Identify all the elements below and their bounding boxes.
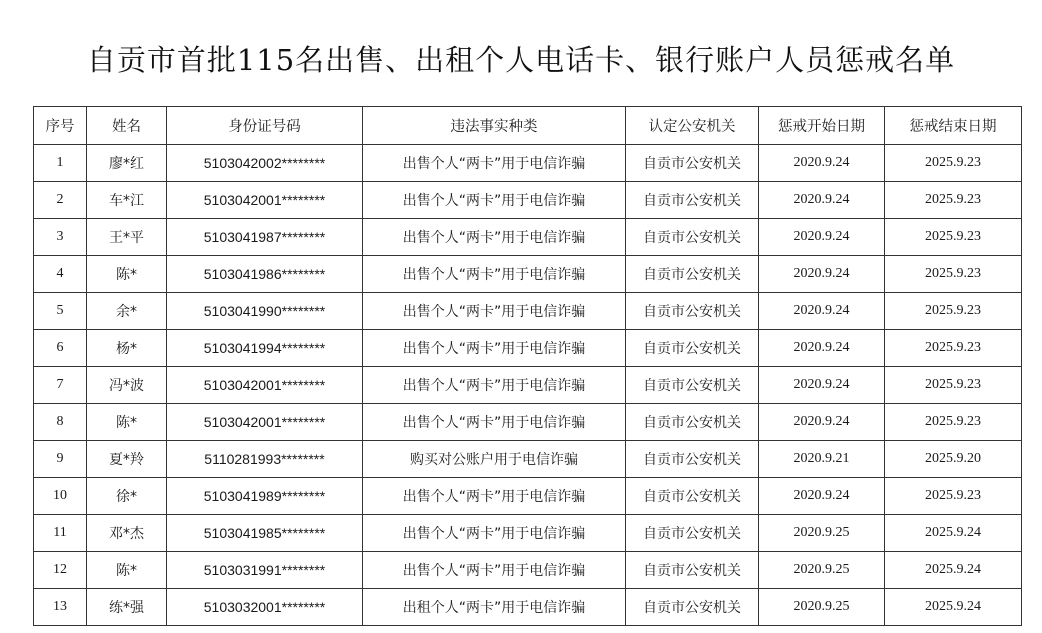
row-violation-type: 出售个人“两卡”用于电信诈骗 (363, 404, 626, 441)
row-end-date: 2025.9.23 (885, 478, 1022, 515)
row-agency: 自贡市公安机关 (626, 552, 759, 589)
row-id-number: 5103041986******** (167, 256, 363, 293)
row-agency: 自贡市公安机关 (626, 478, 759, 515)
row-id-number: 5103041987******** (167, 219, 363, 256)
row-end-date: 2025.9.23 (885, 145, 1022, 182)
row-id-number: 5103041989******** (167, 478, 363, 515)
row-seq: 8 (34, 404, 87, 441)
table-row (34, 404, 1022, 441)
row-start-date: 2020.9.25 (759, 552, 885, 589)
row-agency: 自贡市公安机关 (626, 330, 759, 367)
row-end-date: 2025.9.23 (885, 293, 1022, 330)
row-agency: 自贡市公安机关 (626, 219, 759, 256)
row-id-number: 5103041994******** (167, 330, 363, 367)
page-title: 自贡市首批115名出售、出租个人电话卡、银行账户人员惩戒名单 (86, 43, 956, 77)
row-start-date: 2020.9.24 (759, 330, 885, 367)
row-agency: 自贡市公安机关 (626, 589, 759, 626)
table-row (34, 589, 1022, 626)
row-agency: 自贡市公安机关 (626, 367, 759, 404)
row-end-date: 2025.9.23 (885, 182, 1022, 219)
row-violation-type: 出售个人“两卡”用于电信诈骗 (363, 256, 626, 293)
row-name: 陈* (87, 256, 167, 293)
row-id-number: 5110281993******** (167, 441, 363, 478)
row-agency: 自贡市公安机关 (626, 441, 759, 478)
row-violation-type: 出售个人“两卡”用于电信诈骗 (363, 145, 626, 182)
row-end-date: 2025.9.23 (885, 256, 1022, 293)
row-name: 徐* (87, 478, 167, 515)
row-end-date: 2025.9.24 (885, 589, 1022, 626)
table-row (34, 219, 1022, 256)
row-id-number: 5103042002******** (167, 145, 363, 182)
table-row (34, 256, 1022, 293)
row-seq: 9 (34, 441, 87, 478)
row-start-date: 2020.9.24 (759, 219, 885, 256)
row-end-date: 2025.9.23 (885, 330, 1022, 367)
row-start-date: 2020.9.25 (759, 515, 885, 552)
row-start-date: 2020.9.24 (759, 478, 885, 515)
row-end-date: 2025.9.20 (885, 441, 1022, 478)
row-end-date: 2025.9.23 (885, 219, 1022, 256)
row-start-date: 2020.9.21 (759, 441, 885, 478)
row-seq: 1 (34, 145, 87, 182)
row-seq: 10 (34, 478, 87, 515)
row-id-number: 5103032001******** (167, 589, 363, 626)
row-name: 夏*羚 (87, 441, 167, 478)
row-name: 邓*杰 (87, 515, 167, 552)
row-violation-type: 出售个人“两卡”用于电信诈骗 (363, 367, 626, 404)
row-seq: 5 (34, 293, 87, 330)
row-seq: 4 (34, 256, 87, 293)
row-violation-type: 购买对公账户用于电信诈骗 (363, 441, 626, 478)
punishment-roster-table (33, 106, 1022, 626)
table-row (34, 552, 1022, 589)
row-seq: 12 (34, 552, 87, 589)
row-violation-type: 出售个人“两卡”用于电信诈骗 (363, 293, 626, 330)
row-seq: 6 (34, 330, 87, 367)
row-agency: 自贡市公安机关 (626, 515, 759, 552)
row-seq: 11 (34, 515, 87, 552)
row-seq: 13 (34, 589, 87, 626)
row-name: 练*强 (87, 589, 167, 626)
row-name: 廖*红 (87, 145, 167, 182)
header-seq: 序号 (34, 107, 87, 145)
row-agency: 自贡市公安机关 (626, 293, 759, 330)
row-id-number: 5103041990******** (167, 293, 363, 330)
row-name: 陈* (87, 552, 167, 589)
table-row (34, 441, 1022, 478)
table-row (34, 478, 1022, 515)
header-agency: 认定公安机关 (626, 107, 759, 145)
row-name: 冯*波 (87, 367, 167, 404)
row-end-date: 2025.9.24 (885, 515, 1022, 552)
table-row (34, 330, 1022, 367)
row-end-date: 2025.9.24 (885, 552, 1022, 589)
row-name: 杨* (87, 330, 167, 367)
row-id-number: 5103042001******** (167, 404, 363, 441)
row-name: 王*平 (87, 219, 167, 256)
header-id-number: 身份证号码 (167, 107, 363, 145)
row-agency: 自贡市公安机关 (626, 256, 759, 293)
row-start-date: 2020.9.25 (759, 589, 885, 626)
row-end-date: 2025.9.23 (885, 404, 1022, 441)
row-violation-type: 出售个人“两卡”用于电信诈骗 (363, 219, 626, 256)
row-start-date: 2020.9.24 (759, 256, 885, 293)
row-agency: 自贡市公安机关 (626, 182, 759, 219)
row-id-number: 5103031991******** (167, 552, 363, 589)
row-start-date: 2020.9.24 (759, 182, 885, 219)
row-seq: 3 (34, 219, 87, 256)
row-start-date: 2020.9.24 (759, 367, 885, 404)
header-end-date: 惩戒结束日期 (885, 107, 1022, 145)
table-header-row (34, 107, 1022, 145)
table-row (34, 293, 1022, 330)
row-violation-type: 出售个人“两卡”用于电信诈骗 (363, 552, 626, 589)
row-start-date: 2020.9.24 (759, 293, 885, 330)
table-row (34, 367, 1022, 404)
row-id-number: 5103042001******** (167, 182, 363, 219)
header-name: 姓名 (87, 107, 167, 145)
row-id-number: 5103042001******** (167, 367, 363, 404)
row-id-number: 5103041985******** (167, 515, 363, 552)
row-violation-type: 出售个人“两卡”用于电信诈骗 (363, 182, 626, 219)
row-violation-type: 出租个人“两卡”用于电信诈骗 (363, 589, 626, 626)
table-row (34, 515, 1022, 552)
row-agency: 自贡市公安机关 (626, 145, 759, 182)
row-name: 余* (87, 293, 167, 330)
row-violation-type: 出售个人“两卡”用于电信诈骗 (363, 515, 626, 552)
header-start-date: 惩戒开始日期 (759, 107, 885, 145)
header-violation-type: 违法事实种类 (363, 107, 626, 145)
row-seq: 2 (34, 182, 87, 219)
row-end-date: 2025.9.23 (885, 367, 1022, 404)
table-row (34, 182, 1022, 219)
row-name: 陈* (87, 404, 167, 441)
row-seq: 7 (34, 367, 87, 404)
row-start-date: 2020.9.24 (759, 404, 885, 441)
row-violation-type: 出售个人“两卡”用于电信诈骗 (363, 330, 626, 367)
row-agency: 自贡市公安机关 (626, 404, 759, 441)
table-row (34, 145, 1022, 182)
row-name: 车*江 (87, 182, 167, 219)
row-violation-type: 出售个人“两卡”用于电信诈骗 (363, 478, 626, 515)
row-start-date: 2020.9.24 (759, 145, 885, 182)
